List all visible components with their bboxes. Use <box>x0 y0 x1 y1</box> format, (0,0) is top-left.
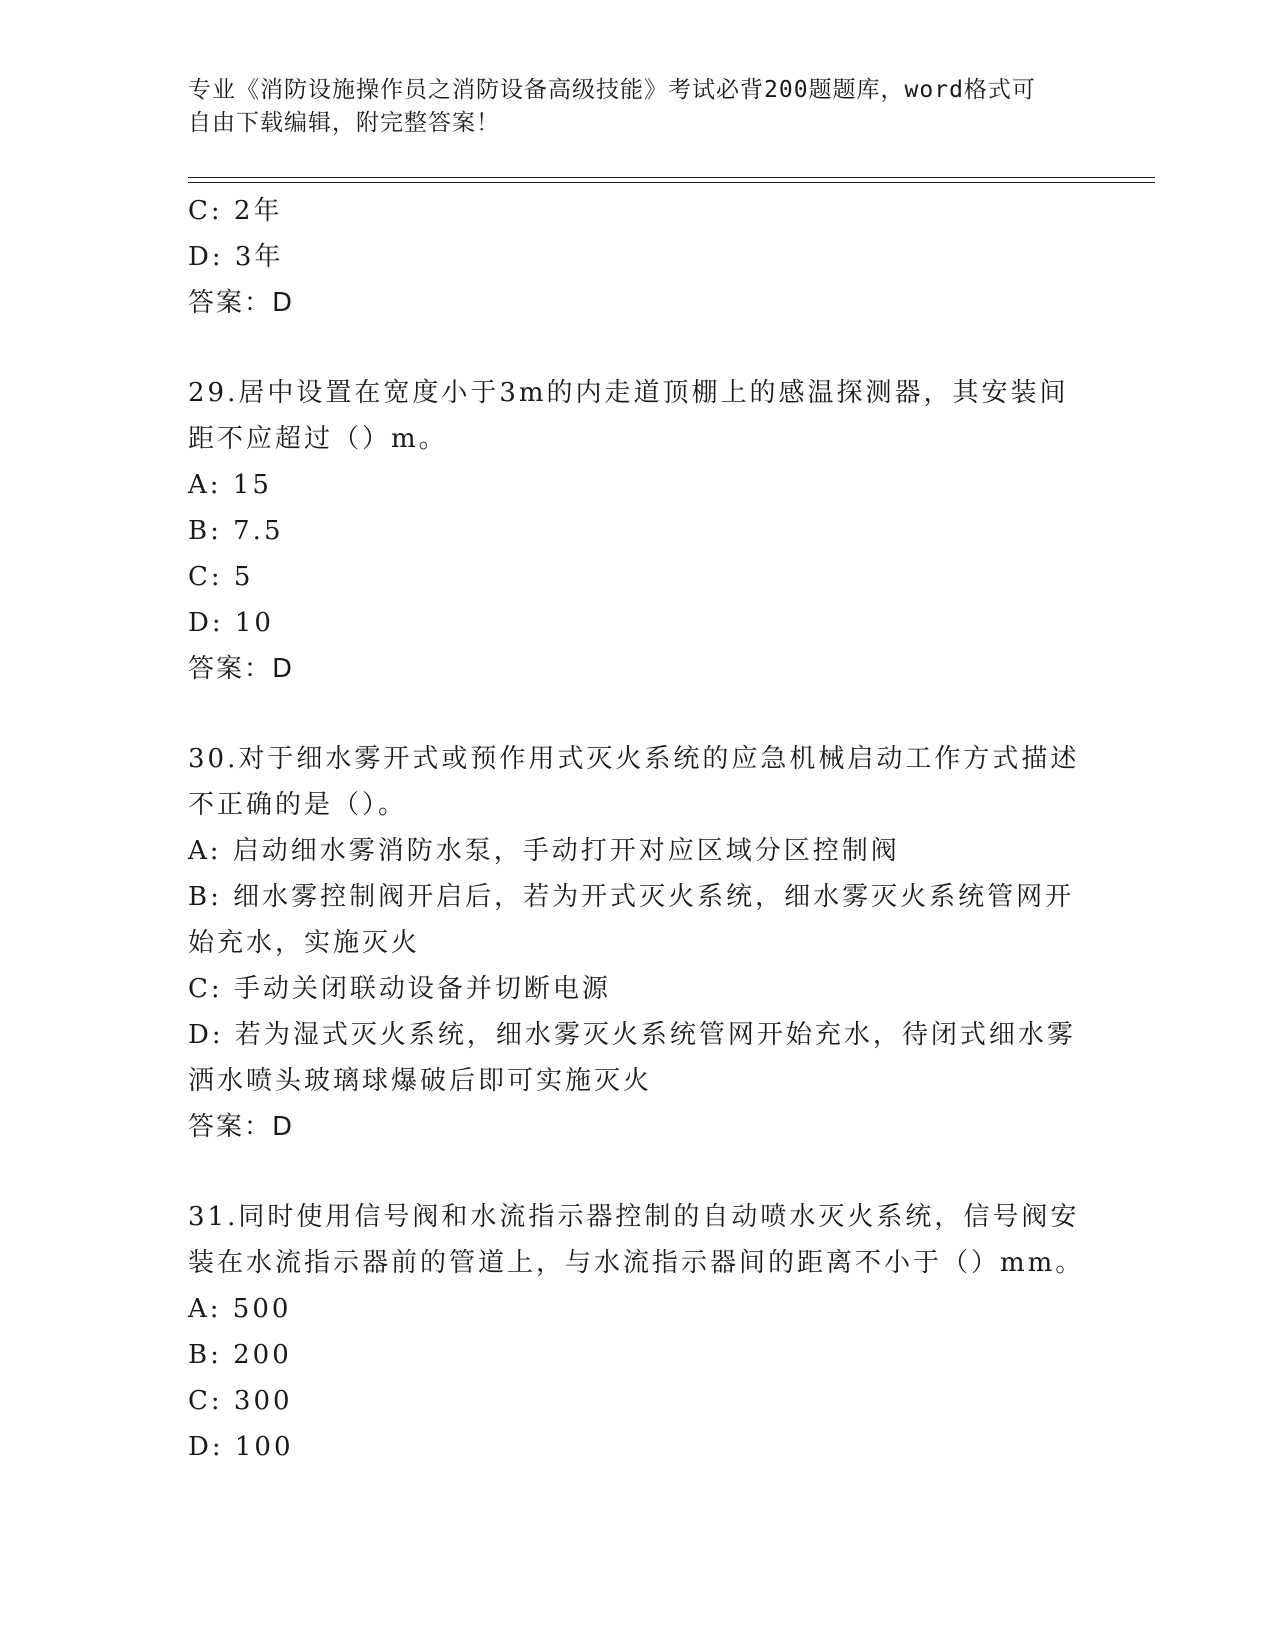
option-b: B: 200 <box>188 1340 292 1370</box>
option-c: C: 5 <box>188 562 254 592</box>
question-29 <box>188 370 1088 692</box>
option-b: B: 细水雾控制阀开启后，若为开式灭火系统，细水雾灭火系统管网开 <box>188 882 1075 912</box>
option-c: C: 2年 <box>188 196 283 226</box>
question-stem: 不正确的是（）。 <box>188 790 408 820</box>
option-a: A: 500 <box>188 1294 292 1324</box>
question-content <box>188 188 1088 1470</box>
option-d: D: 3年 <box>188 242 284 272</box>
answer-line: 答案：D <box>188 654 295 684</box>
spacer <box>188 1150 1088 1194</box>
question-stem: 30.对于细水雾开式或预作用式灭火系统的应急机械启动工作方式描述 <box>188 744 1080 774</box>
page-header <box>188 74 1068 140</box>
option-c: C: 手动关闭联动设备并切断电源 <box>188 974 611 1004</box>
question-stem: 31.同时使用信号阀和水流指示器控制的自动喷水灭火系统，信号阀安 <box>188 1202 1080 1232</box>
option-d: D: 若为湿式灭火系统，细水雾灭火系统管网开始充水，待闭式细水雾 <box>188 1020 1076 1050</box>
continued-question-28 <box>188 188 1088 326</box>
question-stem: 装在水流指示器前的管道上，与水流指示器间的距离不小于（）mm。 <box>188 1248 1085 1278</box>
question-stem: 距不应超过（）m。 <box>188 424 448 454</box>
header-divider-top <box>188 177 1155 178</box>
answer-line: 答案：D <box>188 288 295 318</box>
header-title-line-1: 专业《消防设施操作员之消防设备高级技能》考试必背200题题库，word格式可 <box>188 77 1036 103</box>
answer-line: 答案：D <box>188 1112 295 1142</box>
option-b: B: 7.5 <box>188 516 284 546</box>
header-divider-bottom <box>188 182 1155 183</box>
option-b-continued: 始充水，实施灭火 <box>188 928 421 958</box>
spacer <box>188 326 1088 370</box>
header-title-line-2: 自由下载编辑，附完整答案！ <box>188 110 500 136</box>
option-c: C: 300 <box>188 1386 293 1416</box>
question-stem: 29.居中设置在宽度小于3m的内走道顶棚上的感温探测器，其安装间 <box>188 378 1069 408</box>
option-d-continued: 洒水喷头玻璃球爆破后即可实施灭火 <box>188 1066 653 1096</box>
option-a: A: 15 <box>188 470 272 500</box>
option-d: D: 10 <box>188 608 274 638</box>
question-30 <box>188 736 1088 1150</box>
question-31 <box>188 1194 1088 1470</box>
option-d: D: 100 <box>188 1432 294 1462</box>
option-a: A: 启动细水雾消防水泵，手动打开对应区域分区控制阀 <box>188 836 900 866</box>
spacer <box>188 692 1088 736</box>
